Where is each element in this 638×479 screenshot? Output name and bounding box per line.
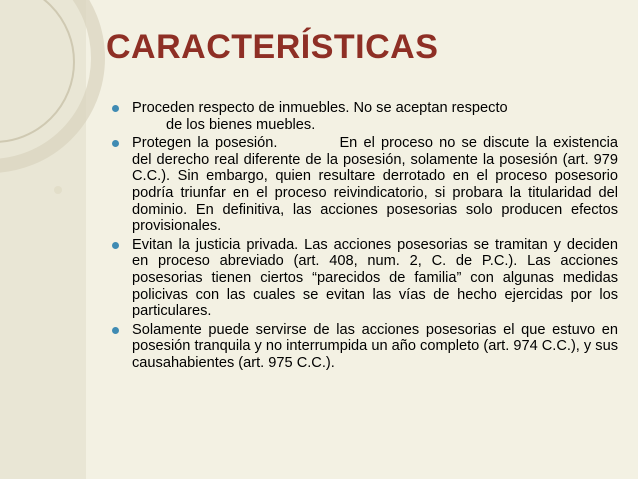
- bullet-1-line-2: de los bienes muebles.: [166, 116, 316, 133]
- bullet-item-3: [110, 237, 618, 320]
- bullet-2-lead: Protegen la posesión.: [132, 135, 278, 152]
- bullet-3-text: Evitan la justicia privada. Las acciones posesorias se tramitan y deciden en proceso abreviado (art. 408, num. 2, C. de P.C.). Las acciones posesorias tienen ciertos “parecidos de familia” con algunas medidas policivas con las cuales se evitan las vías de hecho ejercidas por los particulares.: [132, 236, 618, 320]
- bullet-1-line-1: Proceden respecto de inmuebles. No se aceptan respecto: [132, 100, 508, 116]
- deco-circle-inner: [0, 0, 74, 142]
- deco-circle-outer: [0, 0, 98, 166]
- slide-title: CARACTERÍSTICAS: [106, 28, 439, 66]
- bullet-item-1: [110, 100, 618, 133]
- bullet-4-text: Solamente puede servirse de las acciones posesorias el que estuvo en posesión tranquila y no interrumpida un año completo (art. 974 C.C.), y sus causahabientes (art. 975 C.C.).: [132, 321, 618, 371]
- bullet-list: [110, 100, 618, 374]
- deco-circle-small: [54, 186, 62, 194]
- bullet-item-2: [110, 135, 618, 235]
- bullet-2-rest: En el proceso no se discute la existencia del derecho real diferente de la posesión, solamente la posesión (art. 979 C.C.). Sin embargo, quien resultare derrotado en el proceso posesorio podría triunfar en el proceso reivindicatorio, si probara la titularidad del dominio. En definitiva, las acciones posesorias solo producen efectos provisionales.: [132, 135, 618, 235]
- bullet-item-4: [110, 322, 618, 372]
